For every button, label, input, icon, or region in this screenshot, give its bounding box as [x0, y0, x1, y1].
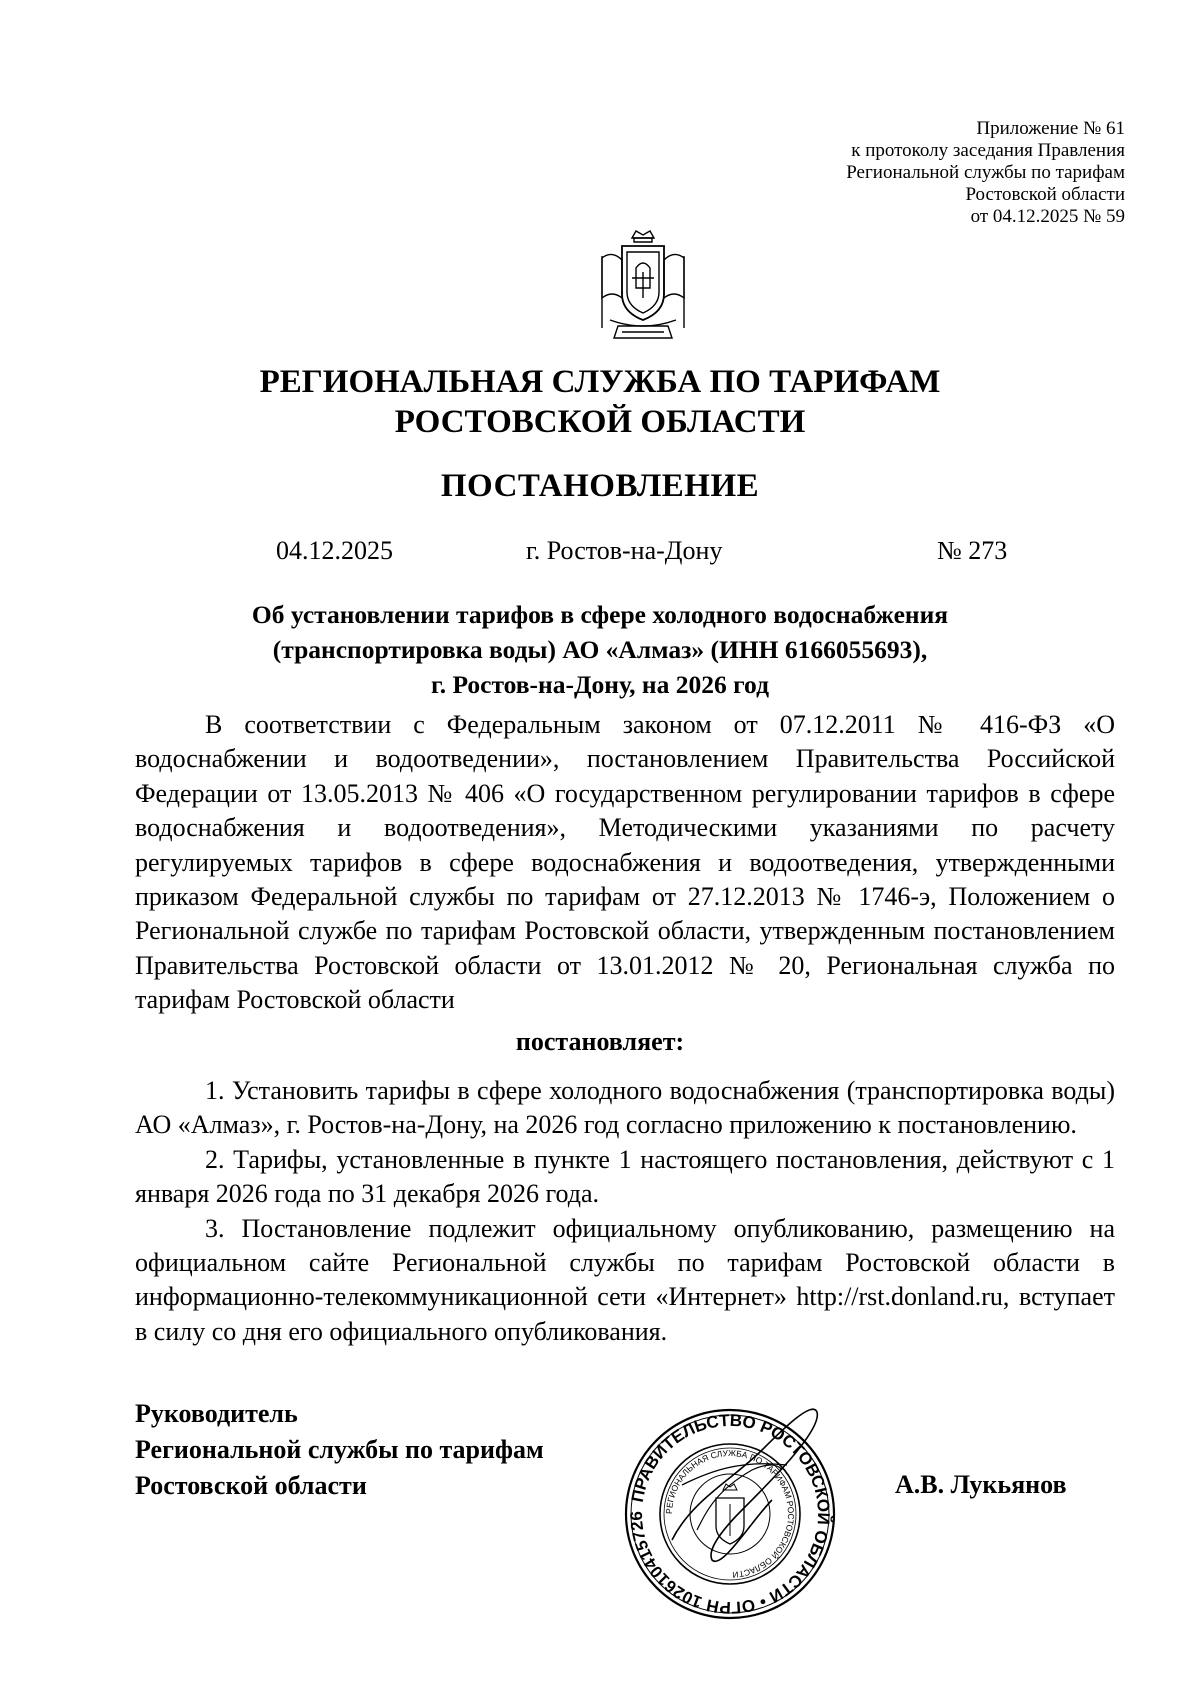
appendix-line: к протоколу заседания Правления [851, 140, 1125, 161]
coat-of-arms-icon [592, 228, 694, 346]
official-seal-icon [612, 1390, 852, 1626]
resolution-item: 1. Установить тарифы в сфере холодного водоснабжения (транспортировка воды) АО «Алмаз», г. Ростов-на-Дону, на 2026 год согласно приложению к постановлению. [135, 1076, 1115, 1140]
signatory-title-line: Руководитель [135, 1399, 298, 1428]
subject-line: Об установлении тарифов в сфере холодного водоснабжения [251, 600, 949, 629]
organization-name [0, 362, 1200, 442]
preamble-paragraph: В соответствии с Федеральным законом от 07.12.2011 № 416-ФЗ «О водоснабжении и водоотведении», постановлением Правительства Российской Федерации от 13.05.2013 № 406 «О государственном регулировании тарифов в сфере водоснабжения и водоотведения», Методическими указаниями по расчету регулируемых тарифов в сфере водоснабжения и водоотведения, утвержденными приказом Федеральной службы по тарифам от 27.12.2013 № 1746-э, Положением о Региональной службе по тарифам Ростовской области, утвержденным постановлением Правительства Ростовской области от 13.01.2012 № 20, Региональная служба по тарифам Ростовской области [135, 710, 1115, 1015]
subject-line: г. Ростов-на-Дону, на 2026 год [431, 670, 769, 699]
signatory-title-line: Ростовской области [135, 1471, 367, 1500]
signatory-name: А.В. Лукьянов [895, 1470, 1067, 1499]
appendix-line: Региональной службы по тарифам [846, 162, 1125, 183]
appendix-note [565, 118, 1125, 228]
document-subject [0, 597, 1200, 702]
document-city: г. Ростов-на-Дону [526, 536, 723, 565]
svg-text:ПРАВИТЕЛЬСТВО РОСТОВСКОЙ ОБЛАС: ПРАВИТЕЛЬСТВО РОСТОВСКОЙ ОБЛАСТИ • ОГРН 102610415726 [626, 1410, 834, 1618]
org-line: РОСТОВСКОЙ ОБЛАСТИ [394, 404, 806, 440]
signatory-title-line: Региональной службы по тарифам [135, 1435, 544, 1464]
appendix-line: Приложение № 61 [976, 118, 1125, 139]
org-line: РЕГИОНАЛЬНАЯ СЛУЖБА ПО ТАРИФАМ [259, 364, 941, 400]
subject-line: (транспортировка воды) АО «Алмаз» (ИНН 6166055693), [272, 635, 928, 664]
document-type: ПОСТАНОВЛЕНИЕ [440, 468, 760, 504]
appendix-line: от 04.12.2025 № 59 [970, 206, 1125, 227]
document-number: № 273 [937, 536, 1008, 565]
preamble-section [135, 708, 1115, 1018]
resolution-items [135, 1074, 1115, 1349]
signatory-title [135, 1396, 544, 1504]
svg-text:РЕГИОНАЛЬНАЯ СЛУЖБА ПО ТАРИФАМ: РЕГИОНАЛЬНАЯ СЛУЖБА ПО ТАРИФАМ РОСТОВСКОЙ ОБЛАСТИ [663, 1447, 797, 1581]
document-date: 04.12.2025 [276, 536, 393, 565]
resolution-item: 3. Постановление подлежит официальному опубликованию, размещению на официальном сайте Региональной службы по тарифам Ростовской области в информационно-телекоммуникационной сети «Интернет» http://rst.donland.ru, вступает в силу со дня его официального опубликования. [135, 1213, 1115, 1346]
resolves-heading: постановляет: [515, 1027, 685, 1056]
resolution-item: 2. Тарифы, установленные в пункте 1 настоящего постановления, действуют с 1 января 2026 года по 31 декабря 2026 года. [135, 1144, 1115, 1209]
appendix-line: Ростовской области [965, 184, 1125, 205]
